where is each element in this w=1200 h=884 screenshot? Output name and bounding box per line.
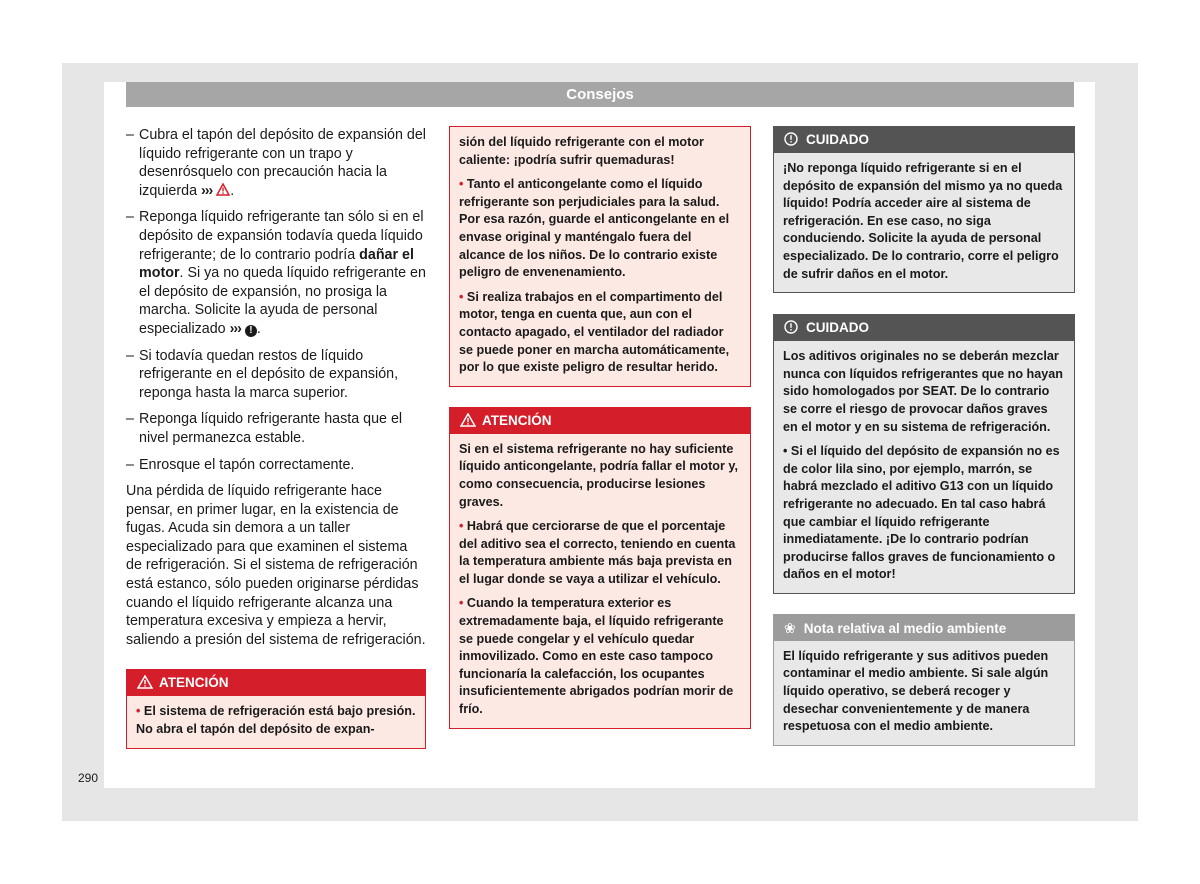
warning-header	[450, 408, 750, 434]
warning-text: Habrá que cerciorarse de que el porcentaje del aditivo sea el correcto, teniendo en cuenta la temperatura ambiente más baja prevista en el lugar donde se vaya a utilizar el vehículo.	[459, 519, 736, 586]
section-header: Consejos	[126, 82, 1074, 107]
environment-note-content	[774, 641, 1074, 745]
caution-text: ¡No reponga líquido refrigerante si en el depósito de expansión del mismo ya no queda líquido! Podría acceder aire al sistema de refrigeración. En ese caso, no siga conduciendo. Solicite la ayuda de personal especializado. De lo contrario, corre el peligro de sufrir daños en el motor.	[783, 161, 1063, 281]
bullet-marker: •	[459, 596, 464, 611]
caution-content	[774, 153, 1074, 292]
warning-triangle-icon	[216, 183, 230, 196]
caution-text: Los aditivos originales no se deberán mezclar nunca con líquidos refrigerantes que no hayan sido homologados por SEAT. De lo contrario se corre el riesgo de provocar daños graves en el motor y en su sistema de refrigeración.	[783, 349, 1063, 434]
caution-header	[774, 315, 1074, 341]
caution-circle-icon	[784, 132, 798, 146]
caution-header	[774, 127, 1074, 153]
environment-note-title: Nota relativa al medio ambiente	[803, 620, 1007, 636]
cross-reference-arrows[interactable]: ›››	[229, 320, 241, 337]
flower-icon: ❀	[784, 619, 796, 636]
caution-box	[773, 126, 1075, 293]
list-item	[126, 410, 426, 447]
page-number: 290	[78, 771, 99, 785]
caution-circle-icon	[784, 320, 798, 334]
warning-text: Tanto el anticongelante como el líquido refrigerante son perjudiciales para la salud. Por esa razón, guarde el anticongelante en el envase original y manténgalo fuera del alcance de los niños. De lo contrario existe peligro de envenenamiento.	[459, 177, 730, 280]
caution-title: CUIDADO	[806, 320, 869, 336]
environment-note-header	[774, 615, 1074, 641]
warning-box-continued	[449, 126, 751, 387]
list-item-text: Reponga líquido refrigerante hasta que el nivel permanezca estable.	[139, 411, 403, 446]
emphasis-text: dañar el motor	[139, 246, 414, 282]
warning-text: sión del líquido refrigerante con el motor caliente: ¡podría sufrir quemaduras!	[459, 135, 704, 167]
warning-box	[449, 407, 751, 729]
warning-content	[450, 127, 750, 386]
warning-text: Cuando la temperatura exterior es extremadamente baja, el líquido refrigerante se puede congelar y el vehículo quedar inmovilizado. Como en este caso tampoco funcionaría la calefacción, los ocupantes insuficientemente abrigados podrían morir de frío.	[459, 596, 734, 717]
punctuation: .	[256, 320, 261, 337]
punctuation: .	[230, 182, 235, 199]
column-middle	[449, 126, 751, 729]
caution-content	[774, 341, 1074, 593]
list-item-text: Enrosque el tapón correctamente.	[139, 456, 355, 473]
list-item-text: . Si ya no queda líquido refrigerante en el depósito de expansión, no prosiga la marcha. Solicite la ayuda de personal especializado	[139, 265, 426, 337]
warning-text: Si realiza trabajos en el compartimento del motor, tenga en cuenta que, aun con el contacto apagado, el ventilador del radiador se puede poner en marcha automáticamente, por lo que existe peligro de resultar herido.	[459, 289, 730, 375]
list-item	[126, 347, 426, 403]
cross-reference-arrows[interactable]: ›››	[201, 182, 213, 199]
warning-content	[450, 434, 750, 728]
caution-text: Si el líquido del depósito de expansión no es de color lila sino, por ejemplo, marrón, se habrá mezclado el aditivo G13 con un líquido refrigerante no adecuado. En tal caso habrá que cambiar el líquido refrigerante inmediatamente. ¡De lo contrario podrían producirse fallos graves de funcionamiento o daños en el motor!	[783, 444, 1060, 582]
list-item	[126, 126, 426, 200]
caution-title: CUIDADO	[806, 132, 869, 147]
warning-content	[127, 696, 425, 747]
list-item	[126, 456, 426, 475]
bullet-marker: •	[459, 289, 464, 304]
warning-header	[127, 670, 425, 696]
bullet-marker: •	[783, 444, 788, 459]
environment-note-box	[773, 614, 1075, 746]
list-item-text: Reponga líquido refrigerante tan sólo si en el depósito de expansión todavía queda líquido refrigerante; de lo contrario podría	[139, 209, 424, 263]
warning-box	[126, 669, 426, 748]
list-item-text: Cubra el tapón del depósito de expansión del líquido refrigerante con un trapo y desenrósquelo con precaución hacia la izquierda	[139, 127, 426, 199]
bullet-marker: •	[136, 704, 141, 719]
warning-text: Si en el sistema refrigerante no hay suficiente líquido anticongelante, podría fallar el motor y, como consecuencia, producirse lesiones graves.	[459, 441, 738, 509]
caution-circle-icon: !	[245, 325, 257, 337]
warning-triangle-icon	[137, 675, 153, 689]
bullet-marker: •	[459, 519, 464, 534]
dash-marker: –	[126, 127, 134, 143]
body-paragraph: Una pérdida de líquido refrigerante hace pensar, en primer lugar, en la existencia de fugas. Acuda sin demora a un taller especializado para que examinen el sistema de refrigeración. Si el sistema de refrigeración está estanco, sólo pueden originarse pérdidas cuando el líquido refrigerante alcanza una temperatura excesiva y empieza a hervir, saliendo a presión del sistema de refrigeración.	[126, 483, 426, 648]
caution-box	[773, 314, 1075, 594]
dash-marker: –	[126, 347, 134, 364]
dash-marker: –	[126, 411, 134, 428]
list-item-text: Si todavía quedan restos de líquido refrigerante en el depósito de expansión, reponga hasta la marca superior.	[139, 347, 399, 401]
column-left	[126, 126, 426, 749]
warning-title: ATENCIÓN	[482, 412, 552, 428]
warning-text: El sistema de refrigeración está bajo presión. No abra el tapón del depósito de expan-	[136, 704, 416, 737]
environment-note-text: El líquido refrigerante y sus aditivos pueden contaminar el medio ambiente. Si sale algún líquido operativo, se deberá recoger y desechar convenientemente y de manera respetuosa con el medio ambiente.	[783, 648, 1049, 734]
list-item	[126, 208, 426, 338]
dash-marker: –	[126, 456, 134, 473]
dash-marker: –	[126, 209, 134, 226]
bullet-marker: •	[459, 177, 464, 192]
warning-title: ATENCIÓN	[159, 675, 229, 691]
column-right	[773, 126, 1075, 746]
warning-triangle-icon	[460, 413, 476, 427]
